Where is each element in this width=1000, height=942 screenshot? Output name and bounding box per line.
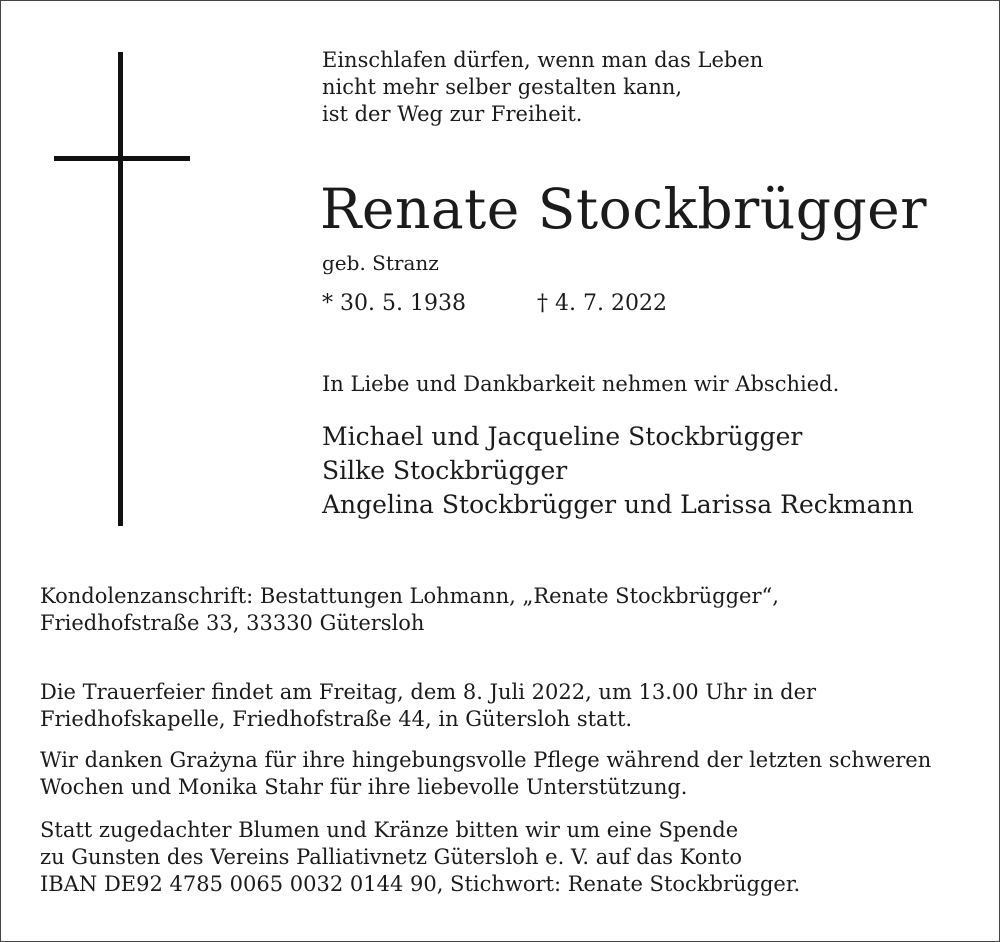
funeral-info: Die Trauerfeier findet am Freitag, dem 8. Juli 2022, um 13.00 Uhr in der Friedhofskapelle, Friedhofstraße 44, in Gütersloh statt. (40, 680, 817, 731)
maiden-name: geb. Stranz (322, 251, 439, 275)
mourner-name: Angelina Stockbrügger und Larissa Reckmann (322, 490, 914, 519)
condolence-address: Kondolenzanschrift: Bestattungen Lohmann, „Renate Stockbrügger“, Friedhofstraße 33, 33330 Gütersloh (40, 584, 779, 635)
birth-date: * 30. 5. 1938 (322, 291, 466, 316)
cross-vertical-bar (118, 52, 123, 526)
mourners-list (322, 420, 914, 522)
donation-request: Statt zugedachter Blumen und Kränze bitten wir um eine Spende zu Gunsten des Vereins Palliativnetz Gütersloh e. V. auf das Konto IBAN DE92 4785 0065 0032 0144 90, Stichwort: Renate Stockbrügger. (40, 818, 801, 896)
deceased-name: Renate Stockbrügger (320, 177, 928, 241)
death-date: † 4. 7. 2022 (537, 291, 667, 316)
mourner-name: Michael und Jacqueline Stockbrügger (322, 422, 803, 451)
thanks-text: Wir danken Grażyna für ihre hingebungsvolle Pflege während der letzten schweren Wochen und Monika Stahr für ihre liebevolle Unterstützung. (40, 748, 932, 799)
motto-poem: Einschlafen dürfen, wenn man das Leben nicht mehr selber gestalten kann, ist der Weg zur Freiheit. (322, 48, 764, 126)
mourner-name: Silke Stockbrügger (322, 456, 568, 485)
cross-horizontal-bar (54, 156, 190, 161)
farewell-line: In Liebe und Dankbarkeit nehmen wir Abschied. (322, 372, 840, 396)
